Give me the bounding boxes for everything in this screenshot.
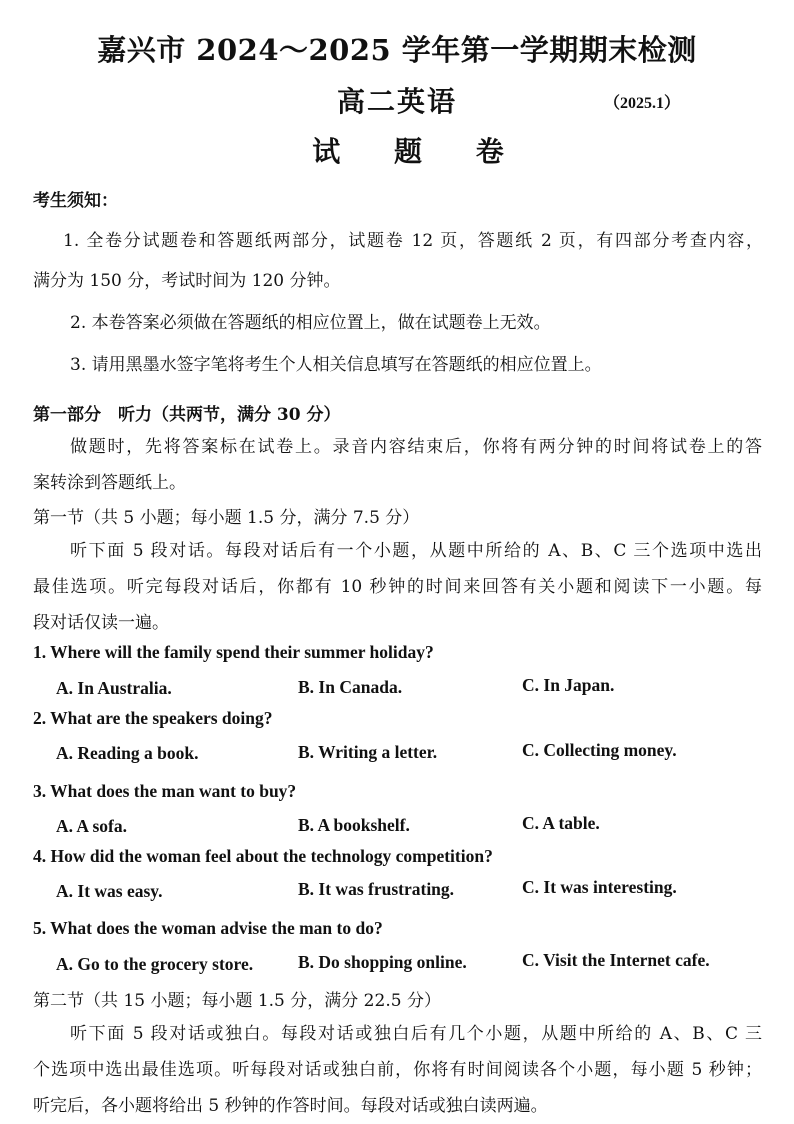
q2-option-b: B. Writing a letter.: [298, 742, 438, 762]
q4-option-c: C. It was interesting.: [522, 877, 677, 897]
question-2: 2. What are the speakers doing?: [33, 708, 273, 728]
q4-option-b: B. It was frustrating.: [298, 879, 455, 899]
notice-item-3: 3. 请用黑墨水签字笔将考生个人相关信息填写在答题纸的相应位置上。: [70, 355, 602, 375]
part1-heading: 第一部分 听力（共两节，满分 30 分）: [33, 405, 341, 425]
notice-item-1-line-2: 满分为 150 分，考试时间为 120 分钟。: [33, 271, 341, 291]
question-1: 1. Where will the family spend their summer holiday?: [33, 642, 434, 662]
exam-date: （2025.1）: [604, 95, 681, 112]
exam-title: 嘉兴市 2024～2025 学年第一学期期末检测: [97, 33, 697, 67]
section1-intro-line-3: 段对话仅读一遍。: [33, 613, 169, 633]
part1-intro-line-1: 做题时，先将答案标在试卷上。录音内容结束后，你将有两分钟的时间将试卷上的答: [70, 437, 762, 457]
section2-heading: 第二节（共 15 小题；每小题 1.5 分，满分 22.5 分）: [33, 991, 441, 1011]
q5-option-a: A. Go to the grocery store.: [56, 954, 254, 974]
q5-option-c: C. Visit the Internet cafe.: [522, 950, 710, 970]
notice-heading: 考生须知：: [33, 191, 118, 211]
notice-item-1-line-1: 1. 全卷分试题卷和答题纸两部分，试题卷 12 页，答题纸 2 页，有四部分考查内容，: [63, 231, 763, 251]
section2-intro-line-3: 听完后，各小题将给出 5 秒钟的作答时间。每段对话或独白读两遍。: [33, 1096, 548, 1116]
q2-option-a: A. Reading a book.: [56, 743, 199, 763]
q3-option-c: C. A table.: [522, 813, 600, 833]
section2-intro-line-2: 个选项中选出最佳选项。听每段对话或独白前，你将有时间阅读各个小题，每小题 5 秒钟；: [33, 1060, 762, 1080]
q1-option-a: A. In Australia.: [56, 678, 172, 698]
paper-type: 试 题 卷: [312, 135, 526, 168]
q5-option-b: B. Do shopping online.: [298, 952, 467, 972]
part1-intro-line-2: 案转涂到答题纸上。: [33, 473, 186, 493]
subject-title: 高二英语: [336, 85, 457, 118]
q1-option-c: C. In Japan.: [522, 675, 615, 695]
question-5: 5. What does the woman advise the man to do?: [33, 918, 383, 938]
question-3: 3. What does the man want to buy?: [33, 781, 297, 801]
q2-option-c: C. Collecting money.: [522, 740, 677, 760]
q3-option-a: A. A sofa.: [56, 816, 127, 836]
section1-heading: 第一节（共 5 小题；每小题 1.5 分，满分 7.5 分）: [33, 508, 420, 528]
q3-option-b: B. A bookshelf.: [298, 815, 410, 835]
section2-intro-line-1: 听下面 5 段对话或独白。每段对话或独白后有几个小题，从题中所给的 A、B、C 三: [70, 1024, 762, 1044]
q4-option-a: A. It was easy.: [56, 881, 163, 901]
section1-intro-line-1: 听下面 5 段对话。每段对话后有一个小题，从题中所给的 A、B、C 三个选项中选出: [70, 541, 762, 561]
notice-item-2: 2. 本卷答案必须做在答题纸的相应位置上，做在试题卷上无效。: [70, 313, 551, 333]
question-4: 4. How did the woman feel about the technology competition?: [33, 846, 493, 866]
section1-intro-line-2: 最佳选项。听完每段对话后，你都有 10 秒钟的时间来回答有关小题和阅读下一小题。每: [33, 577, 762, 597]
q1-option-b: B. In Canada.: [298, 677, 403, 697]
